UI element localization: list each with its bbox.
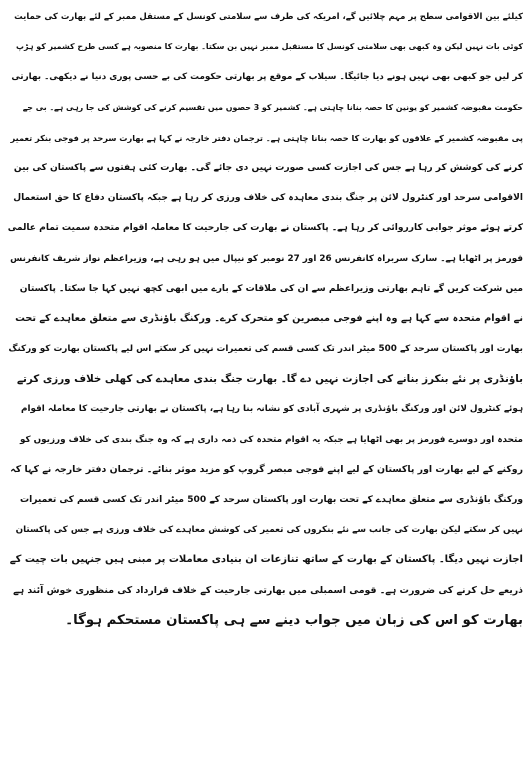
text-line-20: ذریعے حل کرنے کی ضرورت ہے۔ قومی اسمبلی میں بھارتی جارحیت کے خلاف قرارداد کی منظوری خوش آئند ہے bbox=[13, 584, 523, 596]
text-line-12: بھارت اور پاکستان سرحد کے 500 میٹر اندر تک کسی قسم کی تعمیرات نہیں کر سکتے اس لیے پاکستان بھارت کو ورکنگ bbox=[8, 344, 523, 355]
text-line-13: باؤنڈری پر نئے بنکرز بنانے کی اجازت نہیں دے گا۔ بھارت جنگ بندی معاہدے کی کھلی خلاف ورزی کرتے bbox=[16, 373, 523, 386]
text-line-9: فورمز پر اٹھایا ہے۔ سارک سربراہ کانفرنس 26 اور 27 نومبر کو نیپال میں ہو رہی ہے، وزیراعظم نواز شریف کانفرنس bbox=[10, 253, 523, 264]
text-line-8: کرتے ہوئے موثر جوابی کارروائی کر رہا ہے۔ پاکستان نے بھارت کی جارحیت کا معاملہ اقوام متحدہ سمیت تمام عالمی bbox=[7, 223, 523, 234]
text-line-4: حکومت مقبوضہ کشمیر کو یونین کا حصہ بنانا چاہتی ہے۔ کشمیر کو 3 حصوں میں تقسیم کرنے کی کوشش کی جا رہی ہے۔ بی جے bbox=[22, 102, 523, 112]
text-line-6: کرنے کی کوشش کر رہا ہے جس کی اجازت کسی صورت نہیں دی جائے گی۔ بھارت کئی ہفتوں سے پاکستان کی بین bbox=[13, 162, 523, 173]
article-body bbox=[6, 2, 523, 636]
text-line-16: روکنے کے لیے بھارت اور پاکستان کے لیے اپنے فوجی مبصر گروپ کو مزید موثر بنائے۔ ترجمان دفتر خارجہ نے کہا کہ bbox=[10, 463, 523, 475]
text-line-21: بھارت کو اس کی زبان میں جواب دینے سے ہی پاکستان مستحکم ہوگا۔ bbox=[65, 612, 523, 628]
text-line-5: پی مقبوضہ کشمیر کے علاقوں کو بھارت کا حصہ بنانا چاہتی ہے۔ ترجمان دفتر خارجہ نے کہا ہے بھارت سرحد پر فوجی بنکر تعمیر bbox=[10, 132, 523, 143]
text-line-19: اجازت نہیں دیگا۔ پاکستان کے بھارت کے ساتھ تنازعات ان بنیادی معاملات پر مبنی ہیں جنہیں بات چیت کے bbox=[9, 554, 523, 566]
text-line-7: الاقوامی سرحد اور کنٹرول لائن پر جنگ بندی معاہدہ کی خلاف ورزی کر رہا ہے جبکہ پاکستان دفاع کا حق استعمال bbox=[13, 193, 523, 204]
text-line-2: کوئی بات نہیں لیکن وہ کبھی بھی سلامتی کونسل کا مستقبل ممبر نہیں بن سکتا۔ بھارت کا منصوبہ ہے کسی طرح کشمیر کو ہڑپ bbox=[16, 42, 523, 52]
text-line-18: نہیں کر سکتے لیکن بھارت کی جانب سے نئے بنکروں کی تعمیر کی کوشش معاہدے کی خلاف ورزی ہے جس کی پاکستان bbox=[15, 525, 523, 536]
text-line-10: میں شرکت کریں گے تاہم بھارتی وزیراعظم سے ان کی ملاقات کے بارے میں ابھی کچھ نہیں کہا جا سکتا۔ پاکستان bbox=[19, 283, 523, 294]
text-line-11: نے اقوام متحدہ سے کہا ہے وہ اپنے فوجی مبصرین کو متحرک کرے۔ ورکنگ باؤنڈری سے متعلق معاہدے کے تحت bbox=[15, 312, 523, 324]
text-line-15: متحدہ اور دوسرے فورمز پر بھی اٹھایا ہے جبکہ یہ اقوام متحدہ کی ذمہ داری ہے کہ وہ جنگ بندی کی خلاف ورزیوں کو bbox=[19, 434, 523, 445]
text-line-3: کر لیں جو کبھی بھی نہیں ہونے دیا جائیگا۔ سیلاب کے موقع پر بھارتی حکومت کی بے حسی پوری دنیا نے دیکھی۔ بھارتی bbox=[11, 72, 523, 83]
text-line-14: ہوئے کنٹرول لائن اور ورکنگ باؤنڈری پر شہری آبادی کو نشانہ بنا رہا ہے، پاکستان نے بھارتی جارحیت کا معاملہ اقوام bbox=[21, 404, 523, 415]
text-line-17: ورکنگ باؤنڈری سے متعلق معاہدے کے تحت بھارت اور پاکستان سرحد کے 500 میٹر اندر تک کسی قسم کی تعمیرات bbox=[20, 495, 523, 505]
text-line-1: کیلئے بین الاقوامی سطح پر مہم چلائیں گے، امریکہ کی طرف سے سلامتی کونسل کے مستقل ممبر کے لئے بھارت کی حمایت bbox=[14, 12, 523, 22]
